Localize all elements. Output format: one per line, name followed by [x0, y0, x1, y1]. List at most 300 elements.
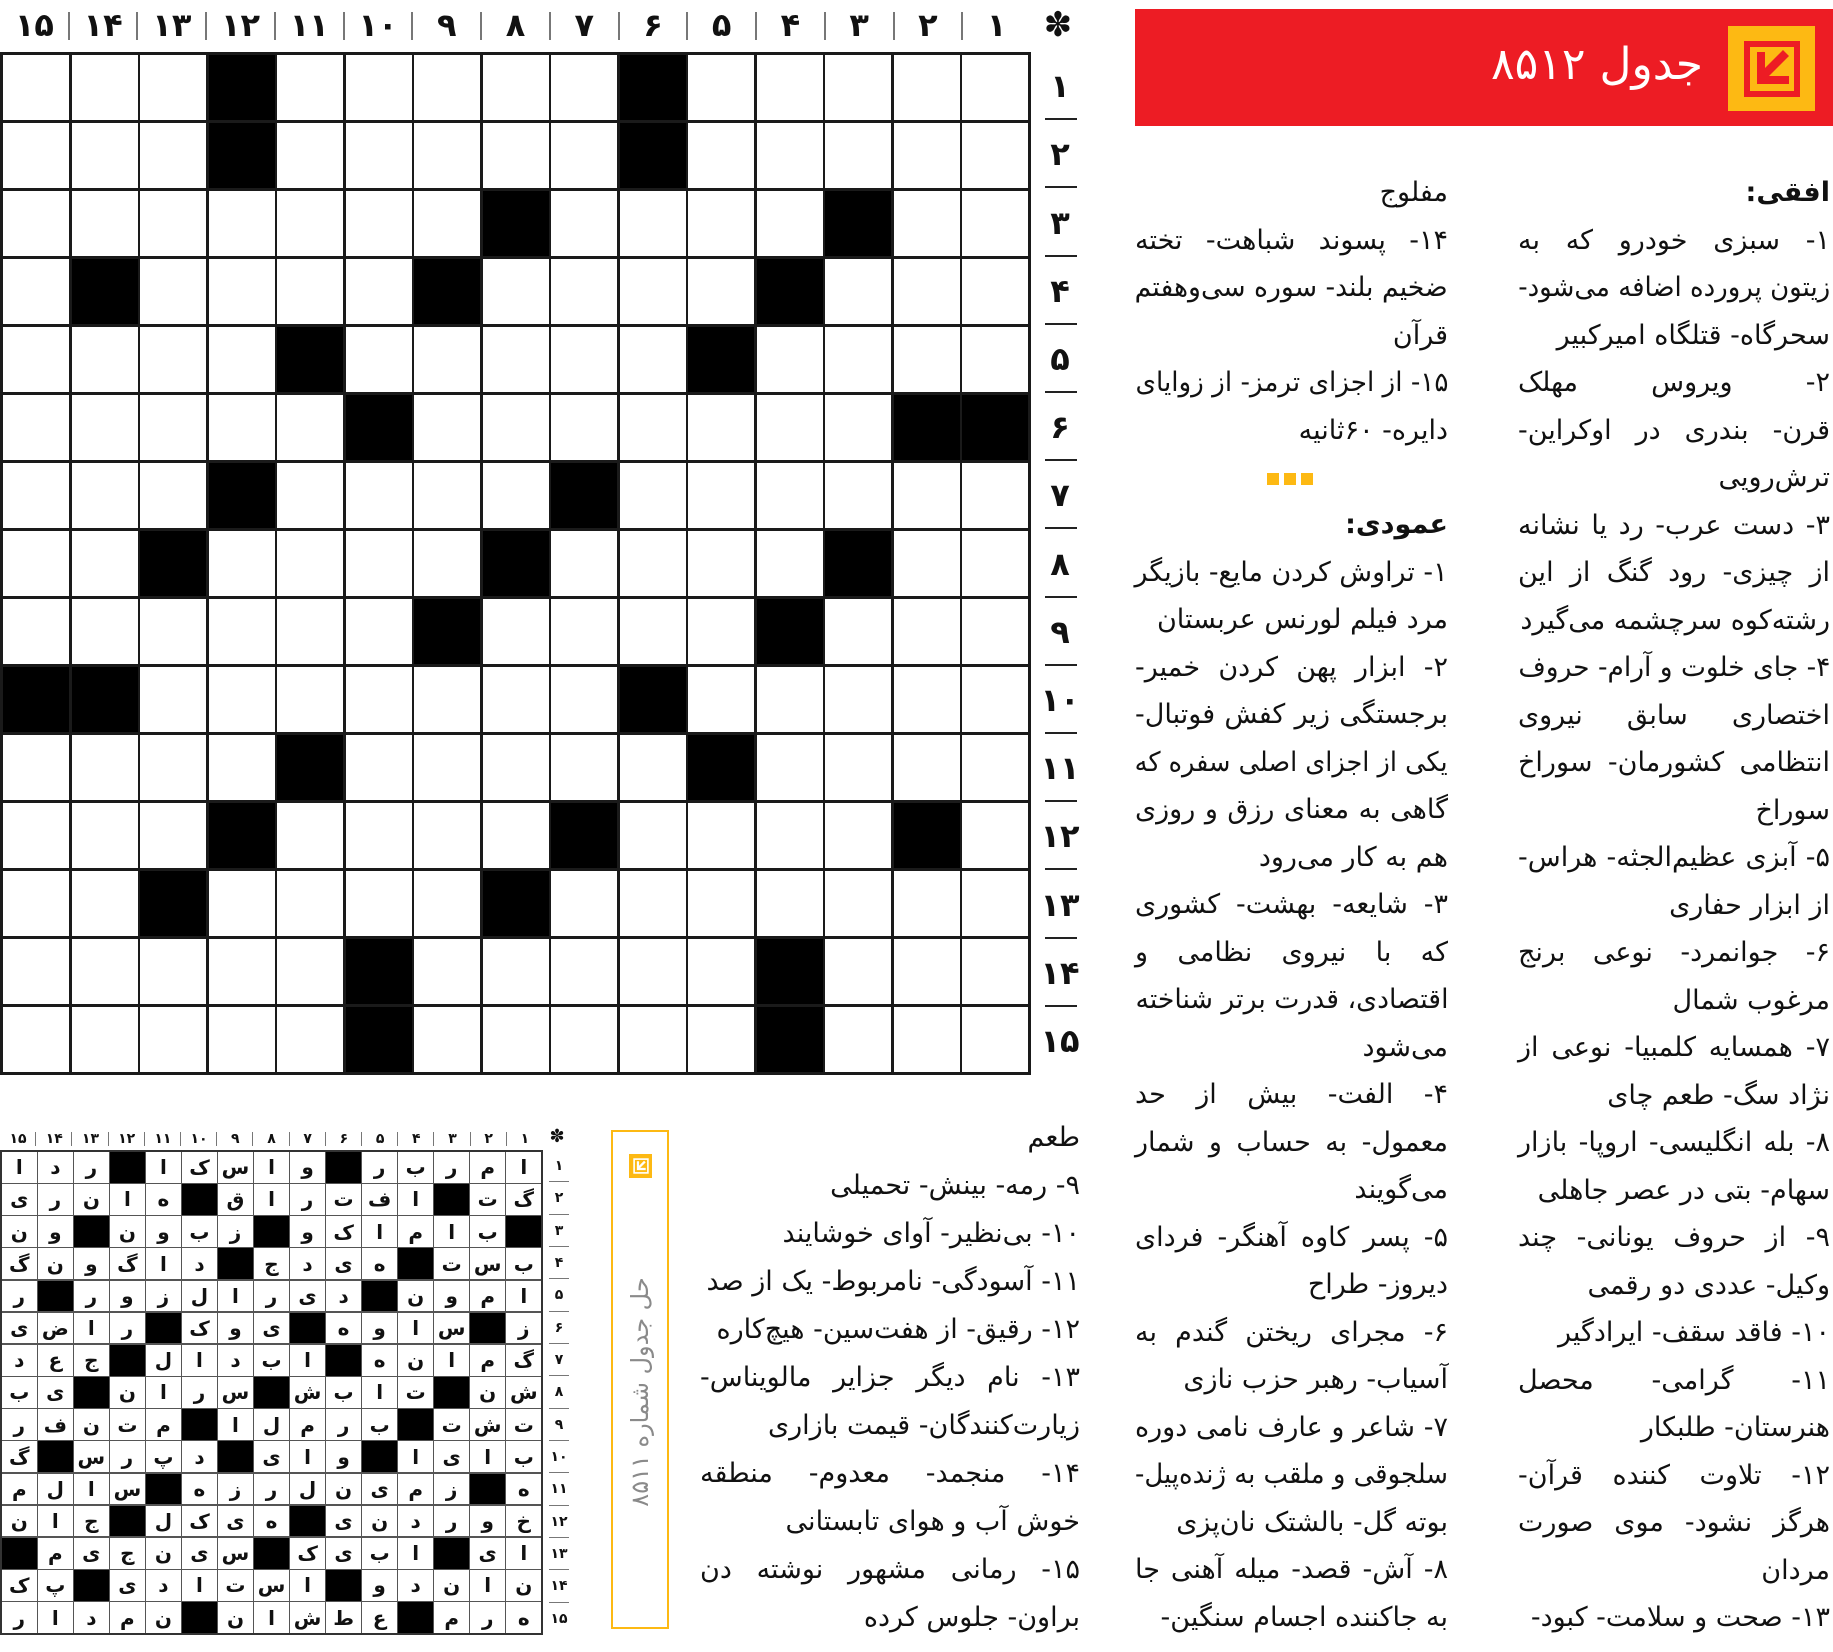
grid-cell: [209, 531, 275, 596]
solution-letter: گ: [506, 1184, 541, 1215]
grid-cell: [277, 259, 343, 324]
solution-letter: ه: [182, 1474, 217, 1505]
solution-letter: ی: [290, 1281, 325, 1312]
grid-cell: [277, 123, 343, 188]
grid-cell: [688, 259, 754, 324]
grid-cell: [825, 55, 891, 120]
solution-letter: ا: [506, 1538, 541, 1569]
grid-cell: [894, 327, 960, 392]
solution-letter: ن: [74, 1184, 109, 1215]
grid-cell: [72, 1007, 138, 1072]
solution-row-numbers: [546, 1150, 572, 1635]
solution-letter: ا: [254, 1152, 289, 1183]
grid-cell: [209, 191, 275, 256]
black-cell: [483, 531, 549, 596]
grid-cell: [277, 463, 343, 528]
solution-letter: م: [110, 1602, 145, 1633]
solution-letter: ا: [470, 1570, 505, 1601]
clue-line: به جاکننده اجسام سنگین-: [1160, 1601, 1448, 1633]
solution-letter: ب: [506, 1248, 541, 1279]
clue-line: ۵- پسر کاوه آهنگر- فردای: [1135, 1221, 1448, 1253]
solution-letter: ا: [290, 1345, 325, 1376]
solution-letter: ن: [398, 1345, 433, 1376]
solution-letter: ک: [2, 1570, 37, 1601]
solution-letter: ن: [506, 1570, 541, 1601]
solution-black-cell: [146, 1313, 181, 1344]
grid-cell: [414, 191, 480, 256]
grid-cell: [72, 735, 138, 800]
solution-letter: ب: [254, 1345, 289, 1376]
grid-cell: [483, 803, 549, 868]
clue-line: ۷- همسایه کلمبیا- نوعی از: [1518, 1032, 1830, 1063]
clue-line: ۲- ویروس مهلک: [1518, 367, 1830, 398]
row-number: ۱۵: [1040, 1021, 1080, 1060]
grid-cell: [414, 123, 480, 188]
grid-cell: [551, 599, 617, 664]
solution-black-cell: [470, 1313, 505, 1344]
grid-cell: [551, 735, 617, 800]
solution-label-box: [611, 1130, 669, 1629]
clue-line: ضخیم بلند- سوره سی‌وهفتم: [1135, 272, 1448, 303]
solution-row-number: ۱۲: [546, 1506, 572, 1538]
solution-letter: ر: [110, 1441, 145, 1472]
grid-cell: [209, 939, 275, 1004]
black-cell: [72, 667, 138, 732]
grid-cell: [825, 395, 891, 460]
clue-line: ۸- بله انگلیسی- اروپا- بازار: [1518, 1127, 1830, 1158]
asterisk-flower-icon: ✽: [1043, 5, 1073, 45]
solution-letter: پ: [146, 1441, 181, 1472]
black-cell: [346, 1007, 412, 1072]
clue-line: ۱- تراوش کردن مایع- بازیگر: [1135, 556, 1448, 588]
grid-cell: [894, 1007, 960, 1072]
solution-letter: ه: [326, 1313, 361, 1344]
solution-letter: ش: [506, 1377, 541, 1408]
solution-letter: و: [38, 1216, 73, 1247]
solution-letter: ا: [506, 1281, 541, 1312]
grid-cell: [551, 939, 617, 1004]
solution-letter: س: [254, 1570, 289, 1601]
solution-column-number: ۱۴: [36, 1128, 72, 1150]
solution-letter: ب: [362, 1409, 397, 1440]
grid-cell: [346, 531, 412, 596]
solution-letter: ا: [362, 1377, 397, 1408]
solution-letter: ج: [74, 1345, 109, 1376]
solution-letter: س: [218, 1377, 253, 1408]
solution-letter: ر: [290, 1184, 325, 1215]
grid-cell: [825, 463, 891, 528]
solution-letter: ی: [470, 1538, 505, 1569]
solution-letter: د: [218, 1345, 253, 1376]
solution-letter: ا: [506, 1152, 541, 1183]
clue-line: ۴- الفت- بیش از حد: [1135, 1079, 1448, 1110]
solution-letter: و: [74, 1248, 109, 1279]
grid-cell: [483, 327, 549, 392]
solution-letter: د: [74, 1602, 109, 1633]
solution-black-cell: [362, 1281, 397, 1312]
column-number: ۷: [550, 2, 619, 48]
solution-black-cell: [182, 1184, 217, 1215]
solution-letter: ه: [254, 1506, 289, 1537]
column-number: ۶: [619, 2, 688, 48]
solution-black-cell: [326, 1345, 361, 1376]
grid-cell: [209, 259, 275, 324]
solution-letter: گ: [110, 1248, 145, 1279]
solution-letter: ر: [2, 1409, 37, 1440]
black-cell: [277, 735, 343, 800]
solution-letter: د: [38, 1152, 73, 1183]
grid-cell: [346, 123, 412, 188]
grid-cell: [962, 871, 1028, 936]
grid-cell: [620, 599, 686, 664]
solution-black-cell: [254, 1538, 289, 1569]
clue-line: از چیزی- رود گنگ از این: [1518, 557, 1830, 588]
grid-cell: [551, 395, 617, 460]
grid-cell: [825, 803, 891, 868]
asterisk-flower-icon: ✽: [549, 1126, 565, 1147]
solution-row-number: ۱۳: [546, 1538, 572, 1570]
solution-letter: ی: [326, 1506, 361, 1537]
solution-column-number: ۱۰: [181, 1128, 217, 1150]
grid-cell: [414, 871, 480, 936]
solution-column-number: ۶: [326, 1128, 362, 1150]
solution-letter: ه: [506, 1602, 541, 1633]
solution-letter: ا: [398, 1441, 433, 1472]
solution-letter: ا: [254, 1184, 289, 1215]
solution-column-number: ۹: [217, 1128, 253, 1150]
clue-line: ترش‌رویی: [1718, 462, 1830, 493]
solution-letter: و: [290, 1152, 325, 1183]
solution-letter: ب: [182, 1216, 217, 1247]
row-number: ۱۲: [1040, 802, 1080, 870]
grid-cell: [757, 871, 823, 936]
solution-letter: ک: [182, 1313, 217, 1344]
grid-cell: [825, 123, 891, 188]
solution-letter: ب: [506, 1441, 541, 1472]
solution-black-cell: [326, 1570, 361, 1601]
grid-cell: [894, 463, 960, 528]
solution-letter: ب: [398, 1152, 433, 1183]
grid-cell: [688, 939, 754, 1004]
clue-line: هرگز نشود- موی صورت: [1518, 1507, 1830, 1538]
clue-line: ۱۵- رمانی مشهور نوشته دن: [700, 1554, 1080, 1585]
solution-letter: د: [146, 1570, 181, 1601]
black-cell: [757, 939, 823, 1004]
grid-cell: [72, 531, 138, 596]
solution-letter: پ: [38, 1570, 73, 1601]
column-number: ۴: [756, 2, 825, 48]
solution-letter: ا: [38, 1506, 73, 1537]
clue-line: گاهی به معنای رزق و روزی: [1135, 794, 1448, 825]
grid-cell: [209, 327, 275, 392]
grid-cell: [72, 327, 138, 392]
clue-line: ۱۱- آسودگی- نامربوط- یک از صد: [706, 1266, 1080, 1297]
solution-letter: ض: [38, 1313, 73, 1344]
grid-cell: [620, 735, 686, 800]
clue-line: ۱۳- صحت و سلامت- کبود-: [1530, 1602, 1830, 1633]
clue-heading: افقی:: [1745, 177, 1830, 208]
grid-cell: [483, 1007, 549, 1072]
grid-cell: [551, 531, 617, 596]
grid-cell: [688, 191, 754, 256]
solution-letter: ز: [146, 1281, 181, 1312]
solution-letter: د: [326, 1281, 361, 1312]
grid-cell: [346, 599, 412, 664]
row-number: ۴: [1040, 257, 1080, 325]
solution-letter: ا: [398, 1538, 433, 1569]
clue-line: مفلوج: [1379, 177, 1448, 208]
solution-letter: ی: [74, 1538, 109, 1569]
grid-cell: [140, 55, 206, 120]
solution-letter: ط: [326, 1602, 361, 1633]
grid-cell: [962, 1007, 1028, 1072]
solution-black-cell: [470, 1474, 505, 1505]
solution-letter: و: [290, 1216, 325, 1247]
grid-cell: [209, 871, 275, 936]
grid-cell: [72, 463, 138, 528]
grid-cell: [688, 531, 754, 596]
black-cell: [209, 803, 275, 868]
grid-cell: [620, 531, 686, 596]
solution-letter: ک: [182, 1506, 217, 1537]
column-number: ۹: [412, 2, 481, 48]
column-number: ۲: [894, 2, 963, 48]
column-number: ۸: [481, 2, 550, 48]
grid-cell: [414, 1007, 480, 1072]
grid-cell: [894, 735, 960, 800]
grid-cell: [414, 395, 480, 460]
grid-cell: [277, 395, 343, 460]
grid-cell: [414, 735, 480, 800]
grid-cell: [3, 395, 69, 460]
solution-letter: ب: [362, 1538, 397, 1569]
solution-letter: ن: [110, 1216, 145, 1247]
solution-row-number: ۱۵: [550, 1610, 568, 1627]
clue-line: ۱۲- تلاوت کننده قرآن-: [1518, 1459, 1830, 1491]
solution-letter: ل: [146, 1345, 181, 1376]
grid-cell: [620, 327, 686, 392]
clue-line: ۱۲- رقیق- از هفت‌سین- هیچ‌کاره: [716, 1314, 1080, 1345]
grid-cell: [483, 667, 549, 732]
solution-letter: ر: [2, 1602, 37, 1633]
solution-letter: ا: [182, 1345, 217, 1376]
black-cell: [140, 531, 206, 596]
grid-cell: [277, 599, 343, 664]
solution-letter: ر: [326, 1409, 361, 1440]
clue-line: خوش آب و هوای تابستانی: [785, 1506, 1080, 1537]
solution-column-number: ۴: [398, 1128, 434, 1150]
row-number: ۱۰: [1040, 666, 1080, 734]
solution-letter: ر: [74, 1281, 109, 1312]
black-cell: [757, 1007, 823, 1072]
clue-line: طعم: [1027, 1122, 1080, 1153]
grid-cell: [3, 259, 69, 324]
grid-cell: [346, 803, 412, 868]
solution-letter: م: [398, 1474, 433, 1505]
clue-line: آسیاب- رهبر حزب نازی: [1183, 1364, 1448, 1395]
solution-black-cell: [398, 1248, 433, 1279]
solution-letter: ن: [398, 1281, 433, 1312]
grid-cell: [3, 463, 69, 528]
black-cell: [620, 55, 686, 120]
solution-letter: و: [362, 1313, 397, 1344]
solution-row-number: ۶: [546, 1312, 572, 1344]
clue-line: ۷- شاعر و عارف نامی دوره: [1135, 1411, 1448, 1443]
solution-letter: ف: [38, 1409, 73, 1440]
black-cell: [414, 259, 480, 324]
solution-letter: ا: [434, 1216, 469, 1247]
solution-letter: گ: [506, 1345, 541, 1376]
grid-cell: [620, 463, 686, 528]
grid-cell: [72, 939, 138, 1004]
grid-cell: [962, 939, 1028, 1004]
solution-letter: ن: [2, 1216, 37, 1247]
row-number: ۲: [1040, 120, 1080, 188]
grid-cell: [209, 667, 275, 732]
clue-line: هنرستان- طلبکار: [1640, 1412, 1830, 1443]
solution-letter: ر: [254, 1474, 289, 1505]
solution-letter: ن: [110, 1377, 145, 1408]
grid-cell: [894, 667, 960, 732]
clue-line: ۱۱- گرامی- محصل: [1518, 1364, 1830, 1396]
solution-letter: ر: [38, 1184, 73, 1215]
grid-cell: [346, 463, 412, 528]
grid-cell: [551, 191, 617, 256]
black-cell: [688, 327, 754, 392]
grid-cell: [962, 259, 1028, 324]
clue-line: قرن- بندری در اوکراین-: [1518, 414, 1830, 446]
solution-black-cell: [38, 1441, 73, 1472]
row-number: ۱: [1040, 52, 1080, 120]
clue-line: ۱۰- فاقد سقف- ایرادگیر: [1557, 1317, 1830, 1348]
solution-column-number: ۲: [471, 1128, 507, 1150]
clue-line: ۹- از حروف یونانی- چند: [1518, 1222, 1830, 1253]
solution-letter: ن: [362, 1506, 397, 1537]
solution-letter: ا: [74, 1474, 109, 1505]
grid-cell: [140, 939, 206, 1004]
clues-vertical-column: [1135, 501, 1448, 1641]
solution-letter: م: [38, 1538, 73, 1569]
solution-letter: ی: [218, 1506, 253, 1537]
solution-letter: ر: [362, 1152, 397, 1183]
grid-cell: [277, 939, 343, 1004]
grid-cell: [894, 259, 960, 324]
solution-row-number: ۱: [546, 1150, 572, 1182]
grid-cell: [894, 191, 960, 256]
solution-row-number: ۷: [546, 1344, 572, 1376]
grid-cell: [414, 327, 480, 392]
grid-cell: [3, 939, 69, 1004]
solution-letter: ر: [254, 1281, 289, 1312]
row-number: ۱۴: [1040, 939, 1080, 1007]
clue-line: از ابزار حفاری: [1669, 889, 1830, 921]
row-number: ۹: [1040, 598, 1080, 666]
solution-black-cell: [110, 1152, 145, 1183]
clue-line: سلجوقی و ملقب به ژنده‌پیل-: [1135, 1459, 1448, 1490]
solution-row-number: ۴: [546, 1247, 572, 1279]
solution-letter: ا: [2, 1152, 37, 1183]
header-banner: [1135, 9, 1833, 126]
grid-cell: [72, 871, 138, 936]
solution-letter: ر: [470, 1602, 505, 1633]
grid-cell: [620, 395, 686, 460]
solution-letter: ل: [290, 1474, 325, 1505]
solution-letter: ا: [398, 1313, 433, 1344]
grid-cell: [3, 871, 69, 936]
grid-cell: [346, 667, 412, 732]
grid-cell: [825, 871, 891, 936]
grid-cell: [3, 123, 69, 188]
solution-letter: ز: [218, 1474, 253, 1505]
black-cell: [483, 871, 549, 936]
solution-letter: ی: [434, 1441, 469, 1472]
grid-cell: [894, 599, 960, 664]
grid-cell: [140, 599, 206, 664]
clue-line: ۳- شایعه- بهشت- کشوری: [1135, 889, 1448, 920]
solution-letter: و: [146, 1216, 181, 1247]
grid-cell: [277, 803, 343, 868]
clue-line: دایره- ۶۰ثانیه: [1298, 414, 1448, 446]
grid-cell: [757, 395, 823, 460]
solution-letter: ت: [218, 1570, 253, 1601]
grid-cell: [620, 259, 686, 324]
solution-black-cell: [74, 1377, 109, 1408]
grid-cell: [551, 259, 617, 324]
solution-black-cell: [182, 1602, 217, 1633]
black-cell: [140, 871, 206, 936]
grid-cell: [140, 259, 206, 324]
solution-letter: ا: [218, 1409, 253, 1440]
grid-cell: [140, 735, 206, 800]
puzzle-title: جدول ۸۵۱۲: [1490, 39, 1703, 90]
grid-cell: [894, 55, 960, 120]
black-cell: [414, 599, 480, 664]
solution-letter: ا: [218, 1281, 253, 1312]
clue-line: ۱۰- بی‌نظیر- آوای خوشایند: [782, 1218, 1080, 1249]
clue-line: برجستگی زیر کفش فوتبال-: [1135, 699, 1448, 730]
grid-cell: [483, 123, 549, 188]
black-cell: [72, 259, 138, 324]
grid-cell: [688, 599, 754, 664]
solution-letter: ن: [470, 1377, 505, 1408]
grid-cell: [757, 735, 823, 800]
solution-row-number: ۵: [546, 1279, 572, 1311]
grid-cell: [688, 55, 754, 120]
grid-cell: [688, 667, 754, 732]
solution-letter: ا: [74, 1313, 109, 1344]
solution-letter: ل: [146, 1506, 181, 1537]
column-number: ۱۱: [275, 2, 344, 48]
solution-column-numbers: [0, 1128, 543, 1150]
solution-letter: ل: [38, 1474, 73, 1505]
grid-cell: [757, 463, 823, 528]
clue-line: ۹- رمه- بینش- تحمیلی: [830, 1170, 1080, 1201]
black-cell: [894, 803, 960, 868]
clue-line: ۳- دست عرب- رد یا نشانه: [1518, 509, 1830, 541]
clue-line: ۱۴- منجمد- معدوم- منطقه: [700, 1458, 1080, 1489]
solution-letter: س: [74, 1441, 109, 1472]
clue-line: مرد فیلم لورنس عربستان: [1156, 604, 1448, 635]
solution-black-cell: [74, 1216, 109, 1247]
row-number: ۱۱: [1040, 734, 1080, 802]
solution-black-cell: [2, 1538, 37, 1569]
grid-cell: [757, 531, 823, 596]
grid-cell: [140, 667, 206, 732]
solution-letter: م: [470, 1281, 505, 1312]
solution-black-cell: [290, 1313, 325, 1344]
grid-cell: [825, 667, 891, 732]
solution-letter: ن: [146, 1538, 181, 1569]
